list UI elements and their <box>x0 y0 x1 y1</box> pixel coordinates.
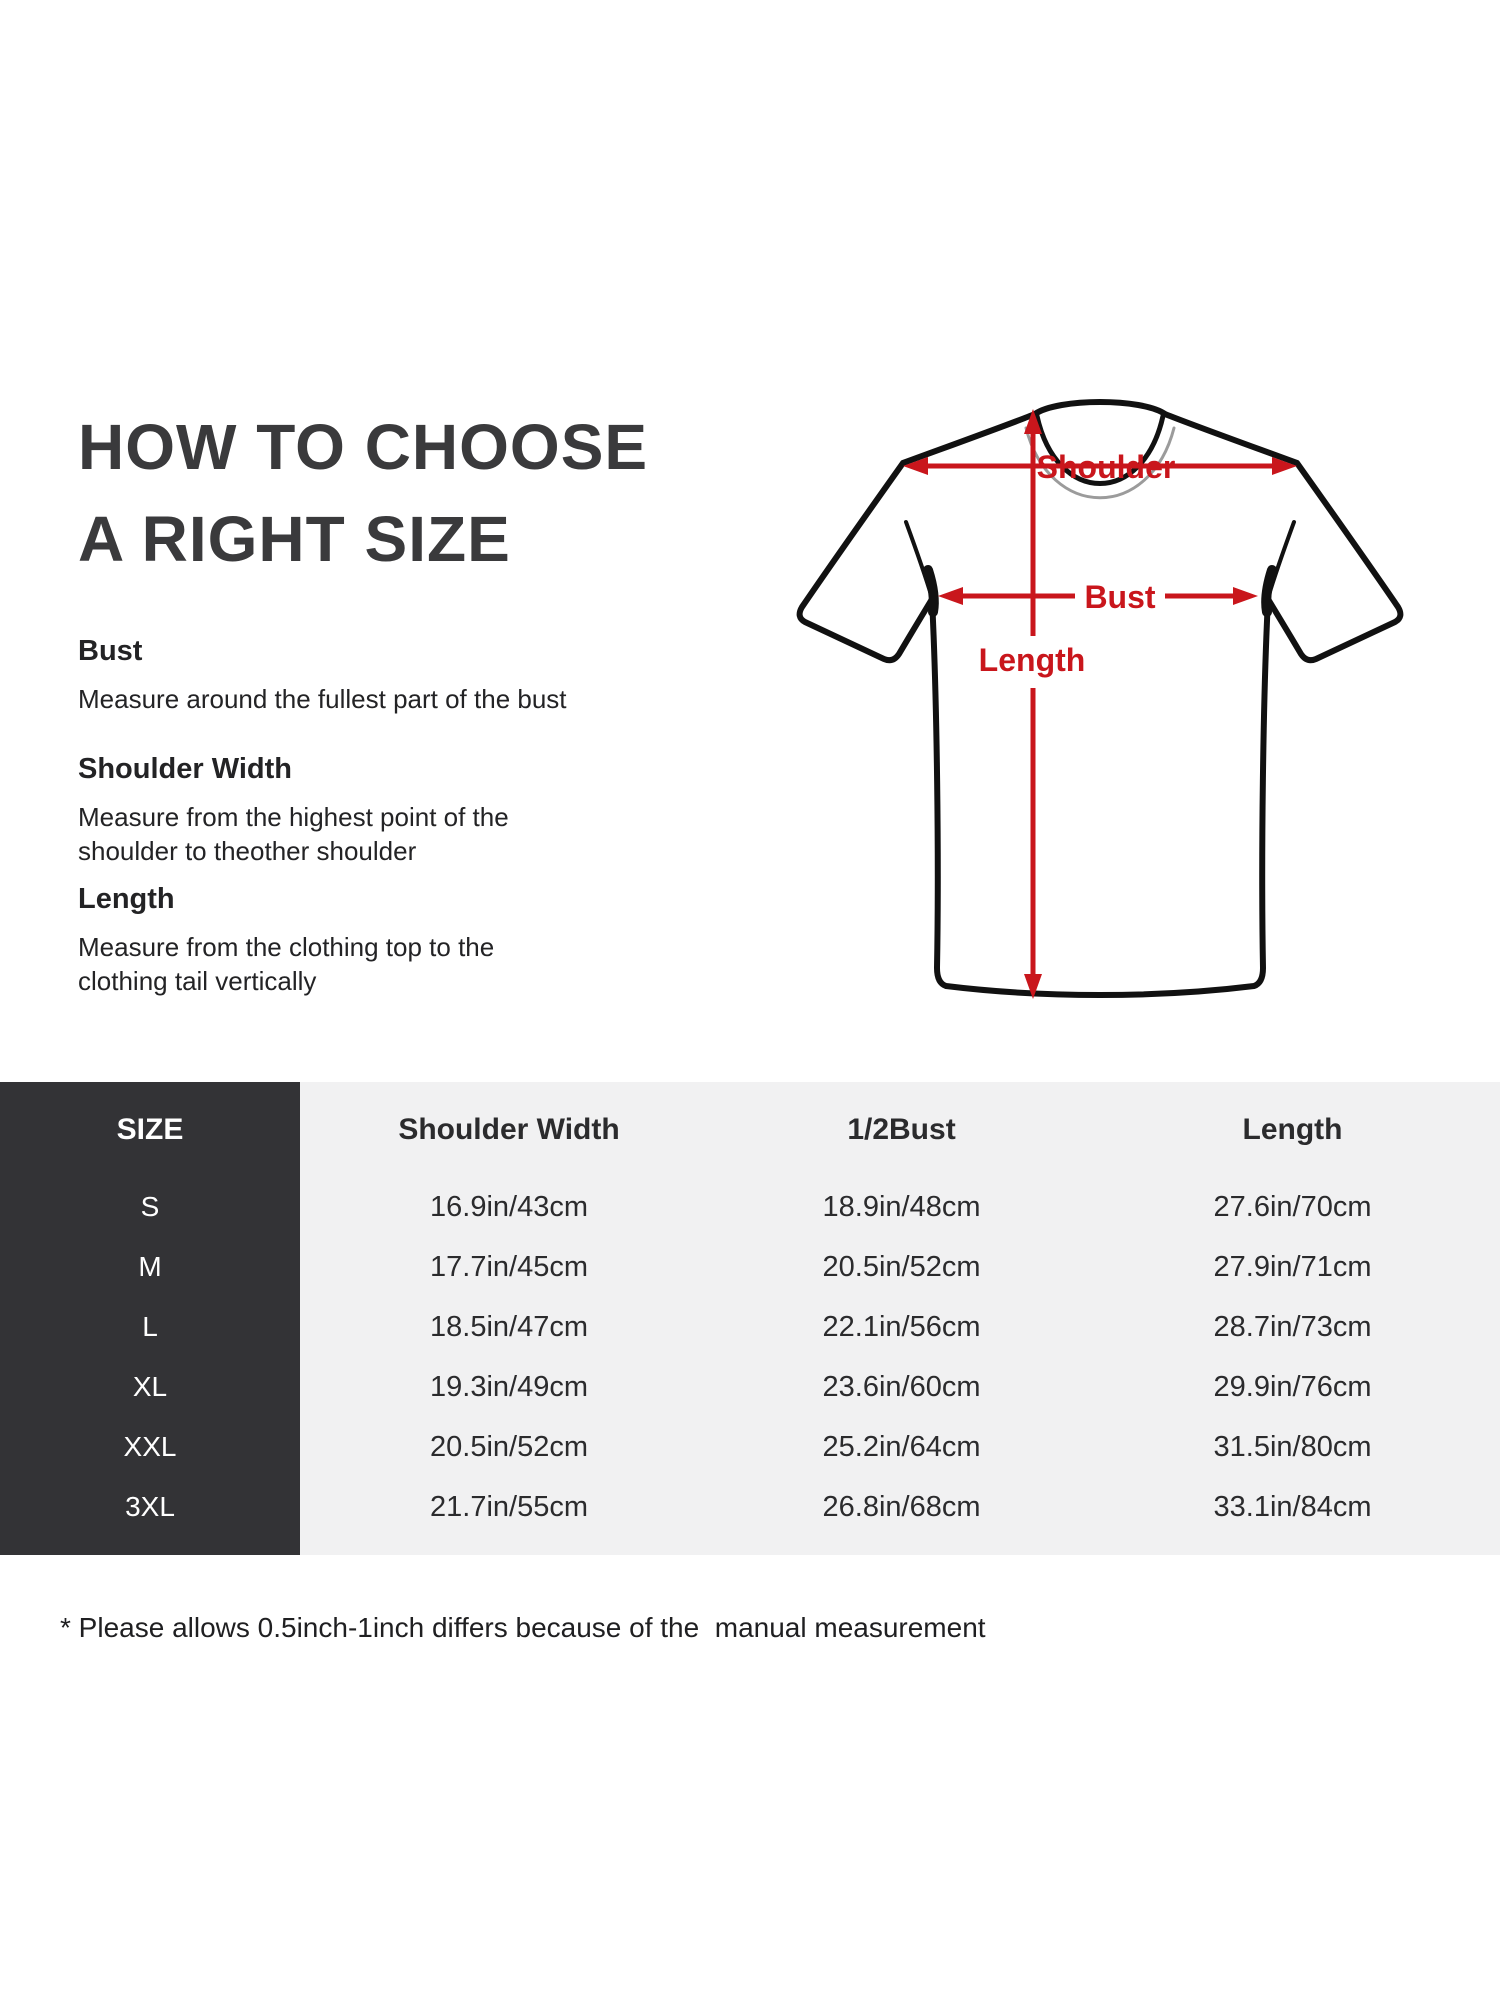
instruction-bust-text: Measure around the fullest part of the bust <box>78 684 567 714</box>
shoulder-width-cell: 20.5in/52cm <box>430 1430 588 1463</box>
size-table-header-half-bust: 1/2Bust <box>847 1112 956 1146</box>
half-bust-cell: 20.5in/52cm <box>822 1250 981 1283</box>
half-bust-cell: 26.8in/68cm <box>822 1490 981 1523</box>
half-bust-cell: 23.6in/60cm <box>822 1370 981 1403</box>
half-bust-cell: 25.2in/64cm <box>822 1430 981 1463</box>
instruction-shoulder-width-heading: Shoulder Width <box>78 753 292 785</box>
shoulder-width-cell: 21.7in/55cm <box>430 1490 588 1523</box>
tshirt-outline <box>800 402 1401 995</box>
length-cell: 33.1in/84cm <box>1213 1490 1372 1523</box>
page-title-line1: HOW TO CHOOSE <box>78 411 649 483</box>
table-bottom-pad <box>300 1537 718 1555</box>
half-bust-cell: 22.1in/56cm <box>822 1310 981 1343</box>
table-bottom-pad <box>718 1537 1085 1555</box>
table-bottom-pad <box>1085 1537 1500 1555</box>
length-cell: 27.9in/71cm <box>1213 1250 1372 1283</box>
length-cell: 31.5in/80cm <box>1213 1430 1372 1463</box>
size-label: 3XL <box>0 1477 300 1537</box>
length-cell: 29.9in/76cm <box>1213 1370 1372 1403</box>
instruction-length-heading: Length <box>78 883 175 915</box>
shoulder-width-cell: 17.7in/45cm <box>430 1250 588 1283</box>
instruction-length-text: Measure from the clothing top to the clothing tail vertically <box>78 932 495 996</box>
shoulder-width-cell: 19.3in/49cm <box>430 1370 588 1403</box>
size-label: M <box>0 1237 300 1297</box>
table-bottom-pad-dark <box>0 1537 300 1555</box>
page-title-line2: A RIGHT SIZE <box>78 503 511 575</box>
half-bust-cell: 18.9in/48cm <box>822 1190 981 1223</box>
armpit-shade-left <box>928 570 934 612</box>
size-label: XL <box>0 1357 300 1417</box>
size-label: L <box>0 1297 300 1357</box>
tshirt-diagram <box>600 300 1500 1080</box>
instruction-bust-heading: Bust <box>78 635 143 667</box>
size-table-header-shoulder-width: Shoulder Width <box>398 1112 620 1146</box>
length-cell: 28.7in/73cm <box>1213 1310 1372 1343</box>
shoulder-width-cell: 16.9in/43cm <box>430 1190 588 1223</box>
length-label: Length <box>978 642 1086 678</box>
page-title <box>78 401 648 585</box>
size-table-header-length: Length <box>1242 1112 1343 1146</box>
size-label: S <box>0 1177 300 1237</box>
shoulder-width-cell: 18.5in/47cm <box>430 1310 588 1343</box>
instruction-length <box>78 882 494 998</box>
size-table-header-size: SIZE <box>0 1082 300 1177</box>
instruction-shoulder-width-text: Measure from the highest point of the shoulder to theother shoulder <box>78 802 509 866</box>
bust-label: Bust <box>1084 579 1156 615</box>
instruction-bust <box>78 634 567 716</box>
size-label: XXL <box>0 1417 300 1477</box>
length-cell: 27.6in/70cm <box>1213 1190 1372 1223</box>
measurement-disclaimer: * Please allows 0.5inch-1inch differs because of the manual measurement <box>60 1612 986 1643</box>
shoulder-label: Shoulder <box>1036 449 1176 485</box>
armpit-shade-right <box>1266 570 1272 612</box>
size-table <box>0 1082 1500 1555</box>
instruction-shoulder-width <box>78 752 509 868</box>
